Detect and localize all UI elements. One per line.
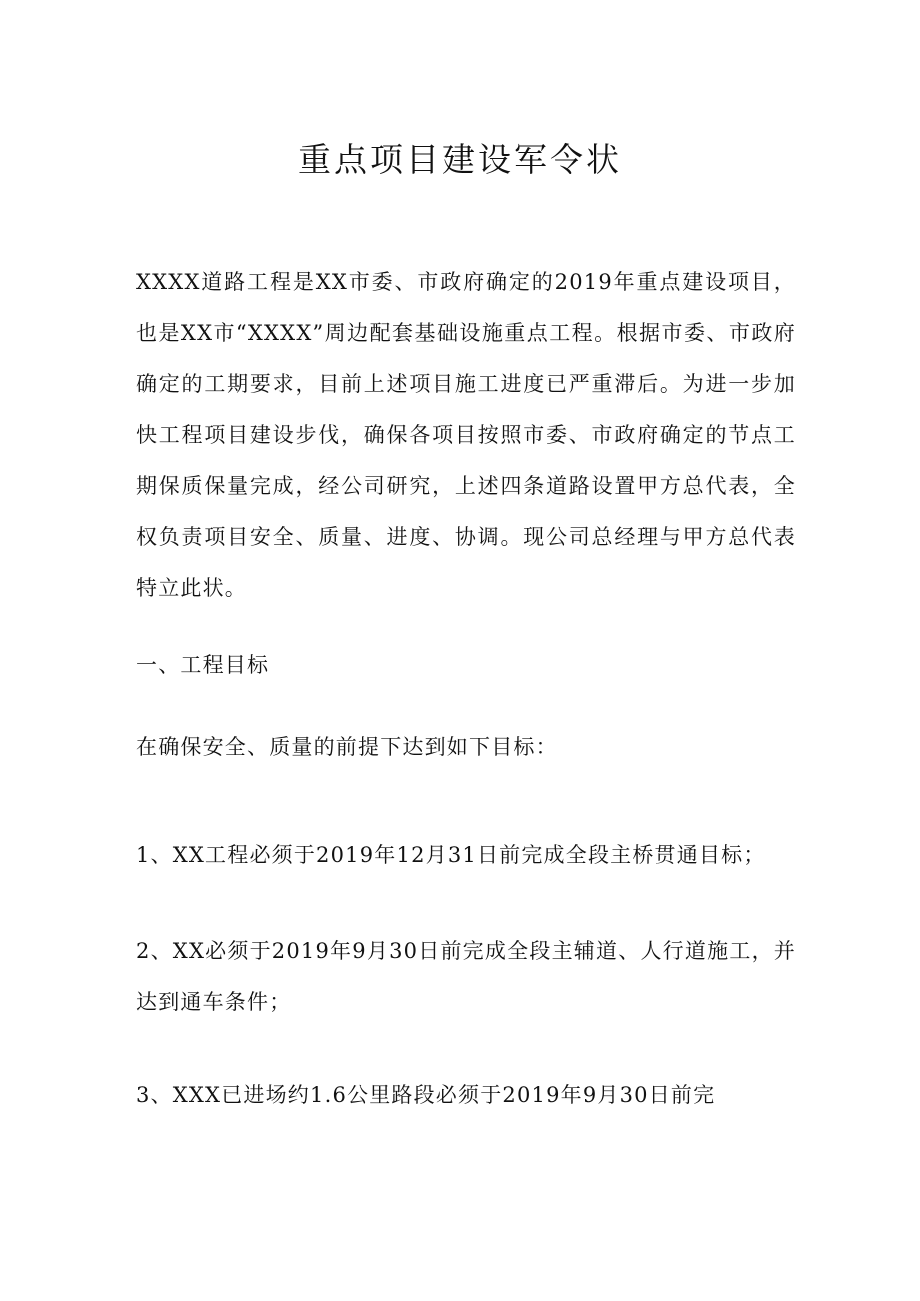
goal-item-1: 1、XX工程必须于2019年12月31日前完成全段主桥贯通目标；: [136, 843, 766, 867]
goal-item-3: 3、XXX已进场约1.6公里路段必须于2019年9月30日前完: [136, 1083, 716, 1107]
goal-item-2: 2、XX必须于2019年9月30日前完成全段主辅道、人行道施工，并达到通车条件；: [136, 939, 796, 1014]
section-lead-text: 在确保安全、质量的前提下达到如下目标：: [136, 735, 558, 759]
intro-paragraph: XXXX道路工程是XX市委、市政府确定的2019年重点建设项目，也是XX市“XXXX”周边配套基础设施重点工程。根据市委、市政府确定的工期要求，目前上述项目施工进度已严重滞后。为进一步加快工程项目建设步伐，确保各项目按照市委、市政府确定的节点工期保质保量完成，经公司研究，上述四条道路设置甲方总代表，全权负责项目安全、质量、进度、协调。现公司总经理与甲方总代表特立此状。: [136, 270, 796, 600]
section-heading-project-goals: 一、工程目标: [136, 653, 270, 677]
document-title: 重点项目建设军令状: [298, 140, 622, 179]
